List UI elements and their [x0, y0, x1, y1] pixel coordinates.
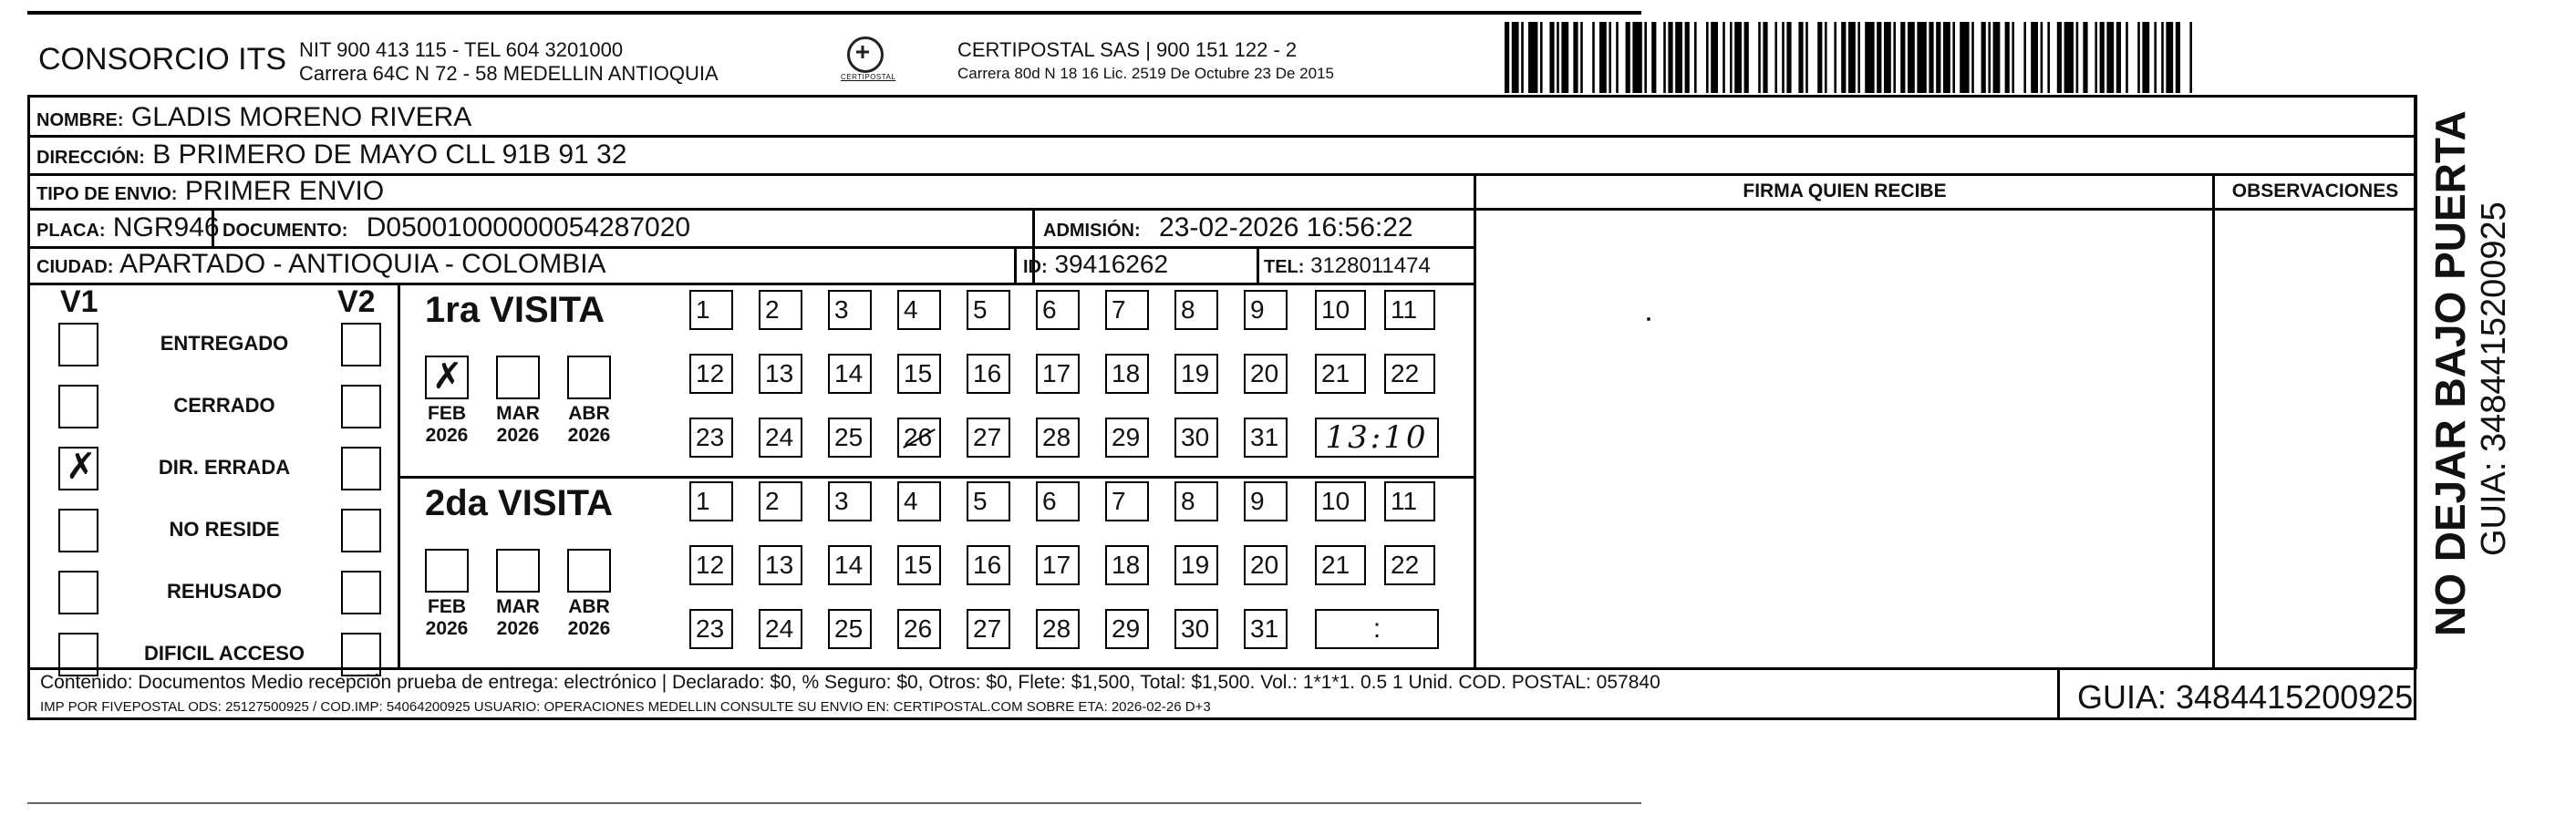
- barcode-bar: [1971, 22, 1974, 93]
- documento-value: D05001000000054287020: [366, 212, 691, 242]
- day-box[interactable]: 14: [828, 545, 872, 585]
- month-label: FEB: [428, 596, 466, 617]
- day-box[interactable]: 30: [1174, 609, 1218, 649]
- barcode-bar: [1988, 22, 1991, 93]
- barcode-bar: [1884, 22, 1891, 93]
- direccion-value: B PRIMERO DE MAYO CLL 91B 91 32: [152, 139, 627, 170]
- v1-checkbox[interactable]: [58, 509, 98, 552]
- day-box[interactable]: 6: [1036, 290, 1080, 330]
- tel-label: TEL:: [1264, 257, 1305, 277]
- barcode-bar: [1857, 22, 1860, 93]
- barcode-bar: [2005, 22, 2010, 93]
- day-box[interactable]: 26: [897, 418, 941, 458]
- guia-number: GUIA: 3484415200925: [2077, 678, 2414, 716]
- barcode-bar: [2064, 22, 2074, 93]
- day-box[interactable]: 1: [689, 481, 733, 521]
- barcode-bar: [1549, 22, 1554, 93]
- barcode: [1505, 22, 2194, 93]
- barcode-bar: [2161, 22, 2164, 93]
- day-box[interactable]: 20: [1244, 354, 1288, 394]
- barcode-bar: [2083, 22, 2087, 93]
- barcode-bar: [1528, 22, 1537, 93]
- barcode-bar: [1580, 22, 1583, 93]
- barcode-bar: [1782, 22, 1785, 93]
- row-line: [27, 173, 2416, 176]
- day-box[interactable]: 24: [759, 609, 802, 649]
- day-box[interactable]: 3: [828, 481, 872, 521]
- day-box[interactable]: 4: [897, 481, 941, 521]
- barcode-bar: [1632, 22, 1641, 93]
- barcode-bar: [1744, 22, 1749, 93]
- col-line: [1257, 248, 1259, 283]
- v1-header: V1: [60, 284, 98, 319]
- id-cell: [1023, 249, 1168, 283]
- day-box[interactable]: 20: [1244, 545, 1288, 585]
- day-box[interactable]: 15: [897, 545, 941, 585]
- contenido-text: Contenido: Documentos Medio recepción prueba de entrega: electrónico | Declarado: $0, % Seguro: $0, Otros: $0, Flete: $1,500, Total: $1,500. Vol.: 1*1*1. 0.5 1 Unid. COD. POSTAL: 057840: [40, 672, 1660, 693]
- day-box[interactable]: 21: [1315, 354, 1366, 394]
- day-box[interactable]: 2: [759, 481, 802, 521]
- barcode-bar: [1805, 22, 1808, 93]
- status-label: NO RESIDE: [169, 518, 280, 541]
- logo-icon: [847, 36, 884, 73]
- barcode-bar: [1730, 22, 1733, 93]
- barcode-bar: [2100, 22, 2105, 93]
- barcode-bar: [1865, 22, 1874, 93]
- logo-caption: CERTIPOSTAL: [841, 73, 896, 81]
- day-box[interactable]: 18: [1105, 545, 1149, 585]
- barcode-bar: [1908, 22, 1915, 93]
- month-year: 2026: [567, 618, 611, 639]
- barcode-bar: [1929, 22, 1933, 93]
- barcode-bar: [1774, 22, 1777, 93]
- day-box[interactable]: 24: [759, 418, 802, 458]
- day-box[interactable]: 7: [1105, 481, 1149, 521]
- row-line: [398, 476, 1475, 479]
- day-box[interactable]: 29: [1105, 609, 1149, 649]
- visit1-time[interactable]: 13:10: [1315, 418, 1439, 458]
- day-box[interactable]: 17: [1036, 354, 1080, 394]
- certipostal-logo: [841, 36, 896, 81]
- day-box[interactable]: 13: [759, 354, 802, 394]
- barcode-bar: [1694, 22, 1697, 93]
- ciudad-value: APARTADO - ANTIOQUIA - COLOMBIA: [119, 249, 606, 279]
- tel-cell: [1264, 251, 1431, 283]
- admision-cell: [1043, 212, 1413, 246]
- col-line: [2212, 173, 2215, 669]
- v1-checkbox[interactable]: [58, 323, 98, 366]
- barcode-bar: [2142, 22, 2149, 93]
- month-label: FEB: [428, 403, 466, 424]
- barcode-bar: [1952, 22, 1955, 93]
- barcode-bar: [1561, 22, 1568, 93]
- barcode-bar: [2031, 22, 2038, 93]
- v1-checkbox[interactable]: [58, 385, 98, 428]
- day-box[interactable]: 9: [1244, 481, 1288, 521]
- day-box[interactable]: 3: [828, 290, 872, 330]
- barcode-bar: [1685, 22, 1690, 93]
- visit2-time[interactable]: :: [1315, 609, 1439, 649]
- col-head-line: [2212, 208, 2416, 211]
- day-box[interactable]: 8: [1174, 290, 1218, 330]
- v2-checkbox[interactable]: [341, 509, 381, 552]
- side-warning: NO DEJAR BAJO PUERTA: [2426, 110, 2474, 636]
- side-guia: GUIA: 3484415200925: [2475, 201, 2513, 556]
- imp-text: IMP POR FIVEPOSTAL ODS: 25127500925 / COD.IMP: 54064200925 USUARIO: OPERACIONES MEDELLIN CONSULTE SU ENVIO EN: CERTIPOSTAL.COM SOBRE ETA: 2026-02-26 D+3: [40, 699, 1211, 715]
- month-year: 2026: [567, 425, 611, 446]
- barcode-bar: [2189, 22, 2192, 93]
- direccion-label: DIRECCIÓN:: [36, 148, 145, 168]
- month-checkbox[interactable]: [425, 549, 469, 593]
- day-box[interactable]: 27: [967, 418, 1010, 458]
- month-checkbox[interactable]: [496, 549, 540, 593]
- status-label: ENTREGADO: [160, 332, 289, 355]
- day-box[interactable]: 19: [1174, 354, 1218, 394]
- admision-label: ADMISIÓN:: [1043, 221, 1141, 241]
- col-head-line: [1474, 208, 2214, 211]
- barcode-bar: [2154, 22, 2157, 93]
- day-box[interactable]: 6: [1036, 481, 1080, 521]
- day-box[interactable]: 17: [1036, 545, 1080, 585]
- month-label: ABR: [568, 596, 610, 617]
- month-label: MAR: [496, 596, 540, 617]
- day-box[interactable]: 23: [689, 609, 733, 649]
- barcode-bar: [1943, 22, 1950, 93]
- day-box[interactable]: 25: [828, 609, 872, 649]
- month-checkbox[interactable]: [567, 356, 611, 399]
- observaciones-header: OBSERVACIONES: [2231, 181, 2399, 201]
- day-box[interactable]: 15: [897, 354, 941, 394]
- barcode-bar: [2041, 22, 2043, 93]
- v2-checkbox[interactable]: [341, 385, 381, 428]
- id-value: 39416262: [1054, 250, 1169, 278]
- signature-mark: [1647, 317, 1650, 321]
- barcode-bar: [1734, 22, 1742, 93]
- status-label: REHUSADO: [167, 580, 282, 603]
- ciudad-label: CIUDAD:: [36, 257, 114, 277]
- day-box[interactable]: 12: [689, 545, 733, 585]
- address-line: Carrera 64C N 72 - 58 MEDELLIN ANTIOQUIA: [299, 62, 719, 85]
- barcode-bar: [1960, 22, 1969, 93]
- barcode-bar: [1675, 22, 1682, 93]
- v2-checkbox[interactable]: [341, 447, 381, 490]
- placa-cell: [36, 212, 220, 246]
- day-box[interactable]: 10: [1315, 290, 1366, 330]
- day-box[interactable]: 23: [689, 418, 733, 458]
- day-box[interactable]: 22: [1384, 354, 1435, 394]
- barcode-bar: [1993, 22, 2001, 93]
- documento-label: DOCUMENTO:: [222, 221, 348, 241]
- day-box[interactable]: 2: [759, 290, 802, 330]
- barcode-bar: [1758, 22, 1761, 93]
- operator-line: CERTIPOSTAL SAS | 900 151 122 - 2: [957, 38, 1298, 61]
- admision-value: 23-02-2026 16:56:22: [1159, 212, 1413, 242]
- status-label: DIFICIL ACCESO: [143, 642, 305, 665]
- barcode-bar: [1609, 22, 1611, 93]
- barcode-bar: [1798, 22, 1803, 93]
- row-line: [27, 283, 1475, 285]
- tel-value: 3128011474: [1310, 253, 1431, 278]
- barcode-bar: [1900, 22, 1905, 93]
- barcode-bar: [1651, 22, 1656, 93]
- placa-value: NGR946: [112, 212, 220, 242]
- direccion-row: [36, 139, 626, 173]
- month-label: MAR: [496, 403, 540, 424]
- barcode-bar: [1893, 22, 1896, 93]
- barcode-bar: [1723, 22, 1725, 93]
- month-year: 2026: [425, 425, 469, 446]
- day-box[interactable]: 22: [1384, 545, 1435, 585]
- day-box[interactable]: 30: [1174, 418, 1218, 458]
- barcode-bar: [1644, 22, 1647, 93]
- barcode-bar: [1936, 22, 1940, 93]
- barcode-bar: [2166, 22, 2173, 93]
- barcode-bar: [1663, 22, 1666, 93]
- documento-cell: [222, 212, 690, 246]
- col-line: [2057, 667, 2060, 720]
- visit2-title: 2da VISITA: [425, 483, 613, 523]
- barcode-bar: [2106, 22, 2114, 93]
- barcode-bar: [1557, 22, 1559, 93]
- barcode-bar: [1512, 22, 1519, 93]
- day-box[interactable]: 18: [1105, 354, 1149, 394]
- v1-checkbox[interactable]: [58, 447, 98, 490]
- barcode-bar: [1521, 22, 1524, 93]
- barcode-bar: [1786, 22, 1791, 93]
- day-box[interactable]: 9: [1244, 290, 1288, 330]
- barcode-bar: [1616, 22, 1619, 93]
- barcode-bar: [1848, 22, 1856, 93]
- day-box[interactable]: 10: [1315, 481, 1366, 521]
- barcode-bar: [2076, 22, 2079, 93]
- company-name: CONSORCIO ITS: [38, 42, 287, 77]
- barcode-bar: [2023, 22, 2026, 93]
- id-label: ID:: [1023, 257, 1048, 277]
- month-label: ABR: [568, 403, 610, 424]
- barcode-bar: [1599, 22, 1607, 93]
- barcode-bar: [2012, 22, 2014, 93]
- v1-checkbox[interactable]: [58, 571, 98, 614]
- barcode-bar: [1877, 22, 1881, 93]
- status-label: DIR. ERRADA: [158, 456, 291, 479]
- v2-checkbox[interactable]: [341, 571, 381, 614]
- day-box[interactable]: 29: [1105, 418, 1149, 458]
- nit-line: NIT 900 413 115 - TEL 604 3201000: [299, 38, 624, 61]
- status-label: CERRADO: [173, 394, 275, 417]
- day-box[interactable]: 21: [1315, 545, 1366, 585]
- month-checkbox[interactable]: [496, 356, 540, 399]
- barcode-bar: [1592, 22, 1595, 93]
- license-line: Carrera 80d N 18 16 Lic. 2519 De Octubre 23 De 2015: [957, 65, 1334, 82]
- barcode-bar: [1540, 22, 1543, 93]
- barcode-bar: [1817, 22, 1822, 93]
- tipo-label: TIPO DE ENVIO:: [36, 184, 178, 204]
- day-box[interactable]: 5: [967, 290, 1010, 330]
- day-box[interactable]: 4: [897, 290, 941, 330]
- tipo-value: PRIMER ENVIO: [184, 176, 385, 206]
- day-box[interactable]: 19: [1174, 545, 1218, 585]
- visit1-title: 1ra VISITA: [425, 290, 605, 330]
- month-checkbox[interactable]: [567, 549, 611, 593]
- day-box[interactable]: 1: [689, 290, 733, 330]
- day-box[interactable]: 11: [1384, 290, 1435, 330]
- x-mark-icon: ✗: [432, 356, 463, 397]
- barcode-bar: [1626, 22, 1630, 93]
- month-year: 2026: [425, 618, 469, 639]
- month-year: 2026: [496, 618, 540, 639]
- barcode-bar: [1763, 22, 1767, 93]
- col-line: [1474, 173, 1476, 669]
- day-box[interactable]: 16: [967, 545, 1010, 585]
- barcode-bar: [1706, 22, 1709, 93]
- barcode-bar: [2176, 22, 2180, 93]
- top-rule: [27, 11, 1641, 15]
- nombre-label: NOMBRE:: [36, 110, 124, 130]
- nombre-value: GLADIS MORENO RIVERA: [130, 102, 472, 132]
- v2-checkbox[interactable]: [341, 323, 381, 366]
- ciudad-cell: [36, 249, 606, 283]
- barcode-bar: [2126, 22, 2128, 93]
- v2-header: V2: [337, 284, 376, 319]
- day-box[interactable]: 13: [759, 545, 802, 585]
- month-year: 2026: [496, 425, 540, 446]
- day-box[interactable]: 28: [1036, 609, 1080, 649]
- col-line: [1014, 248, 1017, 283]
- day-box[interactable]: 11: [1384, 481, 1435, 521]
- day-box[interactable]: 12: [689, 354, 733, 394]
- barcode-bar: [1711, 22, 1718, 93]
- barcode-bar: [2137, 22, 2140, 93]
- check-mark-icon: ✗: [66, 446, 97, 488]
- barcode-bar: [1981, 22, 1986, 93]
- placa-label: PLACA:: [36, 221, 106, 241]
- day-box[interactable]: 7: [1105, 290, 1149, 330]
- day-box[interactable]: 31: [1244, 609, 1288, 649]
- barcode-bar: [2057, 22, 2062, 93]
- day-box[interactable]: 25: [828, 418, 872, 458]
- nombre-row: [36, 102, 471, 136]
- day-box[interactable]: 16: [967, 354, 1010, 394]
- bottom-rule: [27, 802, 1641, 804]
- day-box[interactable]: 26: [897, 609, 941, 649]
- tipo-row: [36, 176, 384, 210]
- day-box[interactable]: 5: [967, 481, 1010, 521]
- barcode-bar: [1505, 22, 1509, 93]
- barcode-bar: [1834, 22, 1836, 93]
- barcode-bar: [2095, 22, 2097, 93]
- barcode-bar: [1825, 22, 1827, 93]
- barcode-bar: [1841, 22, 1846, 93]
- month-checkbox[interactable]: [425, 356, 469, 399]
- barcode-bar: [1668, 22, 1672, 93]
- day-box[interactable]: 8: [1174, 481, 1218, 521]
- day-box[interactable]: 31: [1244, 418, 1288, 458]
- barcode-bar: [2047, 22, 2050, 93]
- firma-header: FIRMA QUIEN RECIBE: [1743, 181, 1947, 201]
- day-box[interactable]: 28: [1036, 418, 1080, 458]
- barcode-bar: [1573, 22, 1578, 93]
- day-box[interactable]: 14: [828, 354, 872, 394]
- barcode-bar: [2116, 22, 2121, 93]
- barcode-bar: [1917, 22, 1926, 93]
- day-box[interactable]: 27: [967, 609, 1010, 649]
